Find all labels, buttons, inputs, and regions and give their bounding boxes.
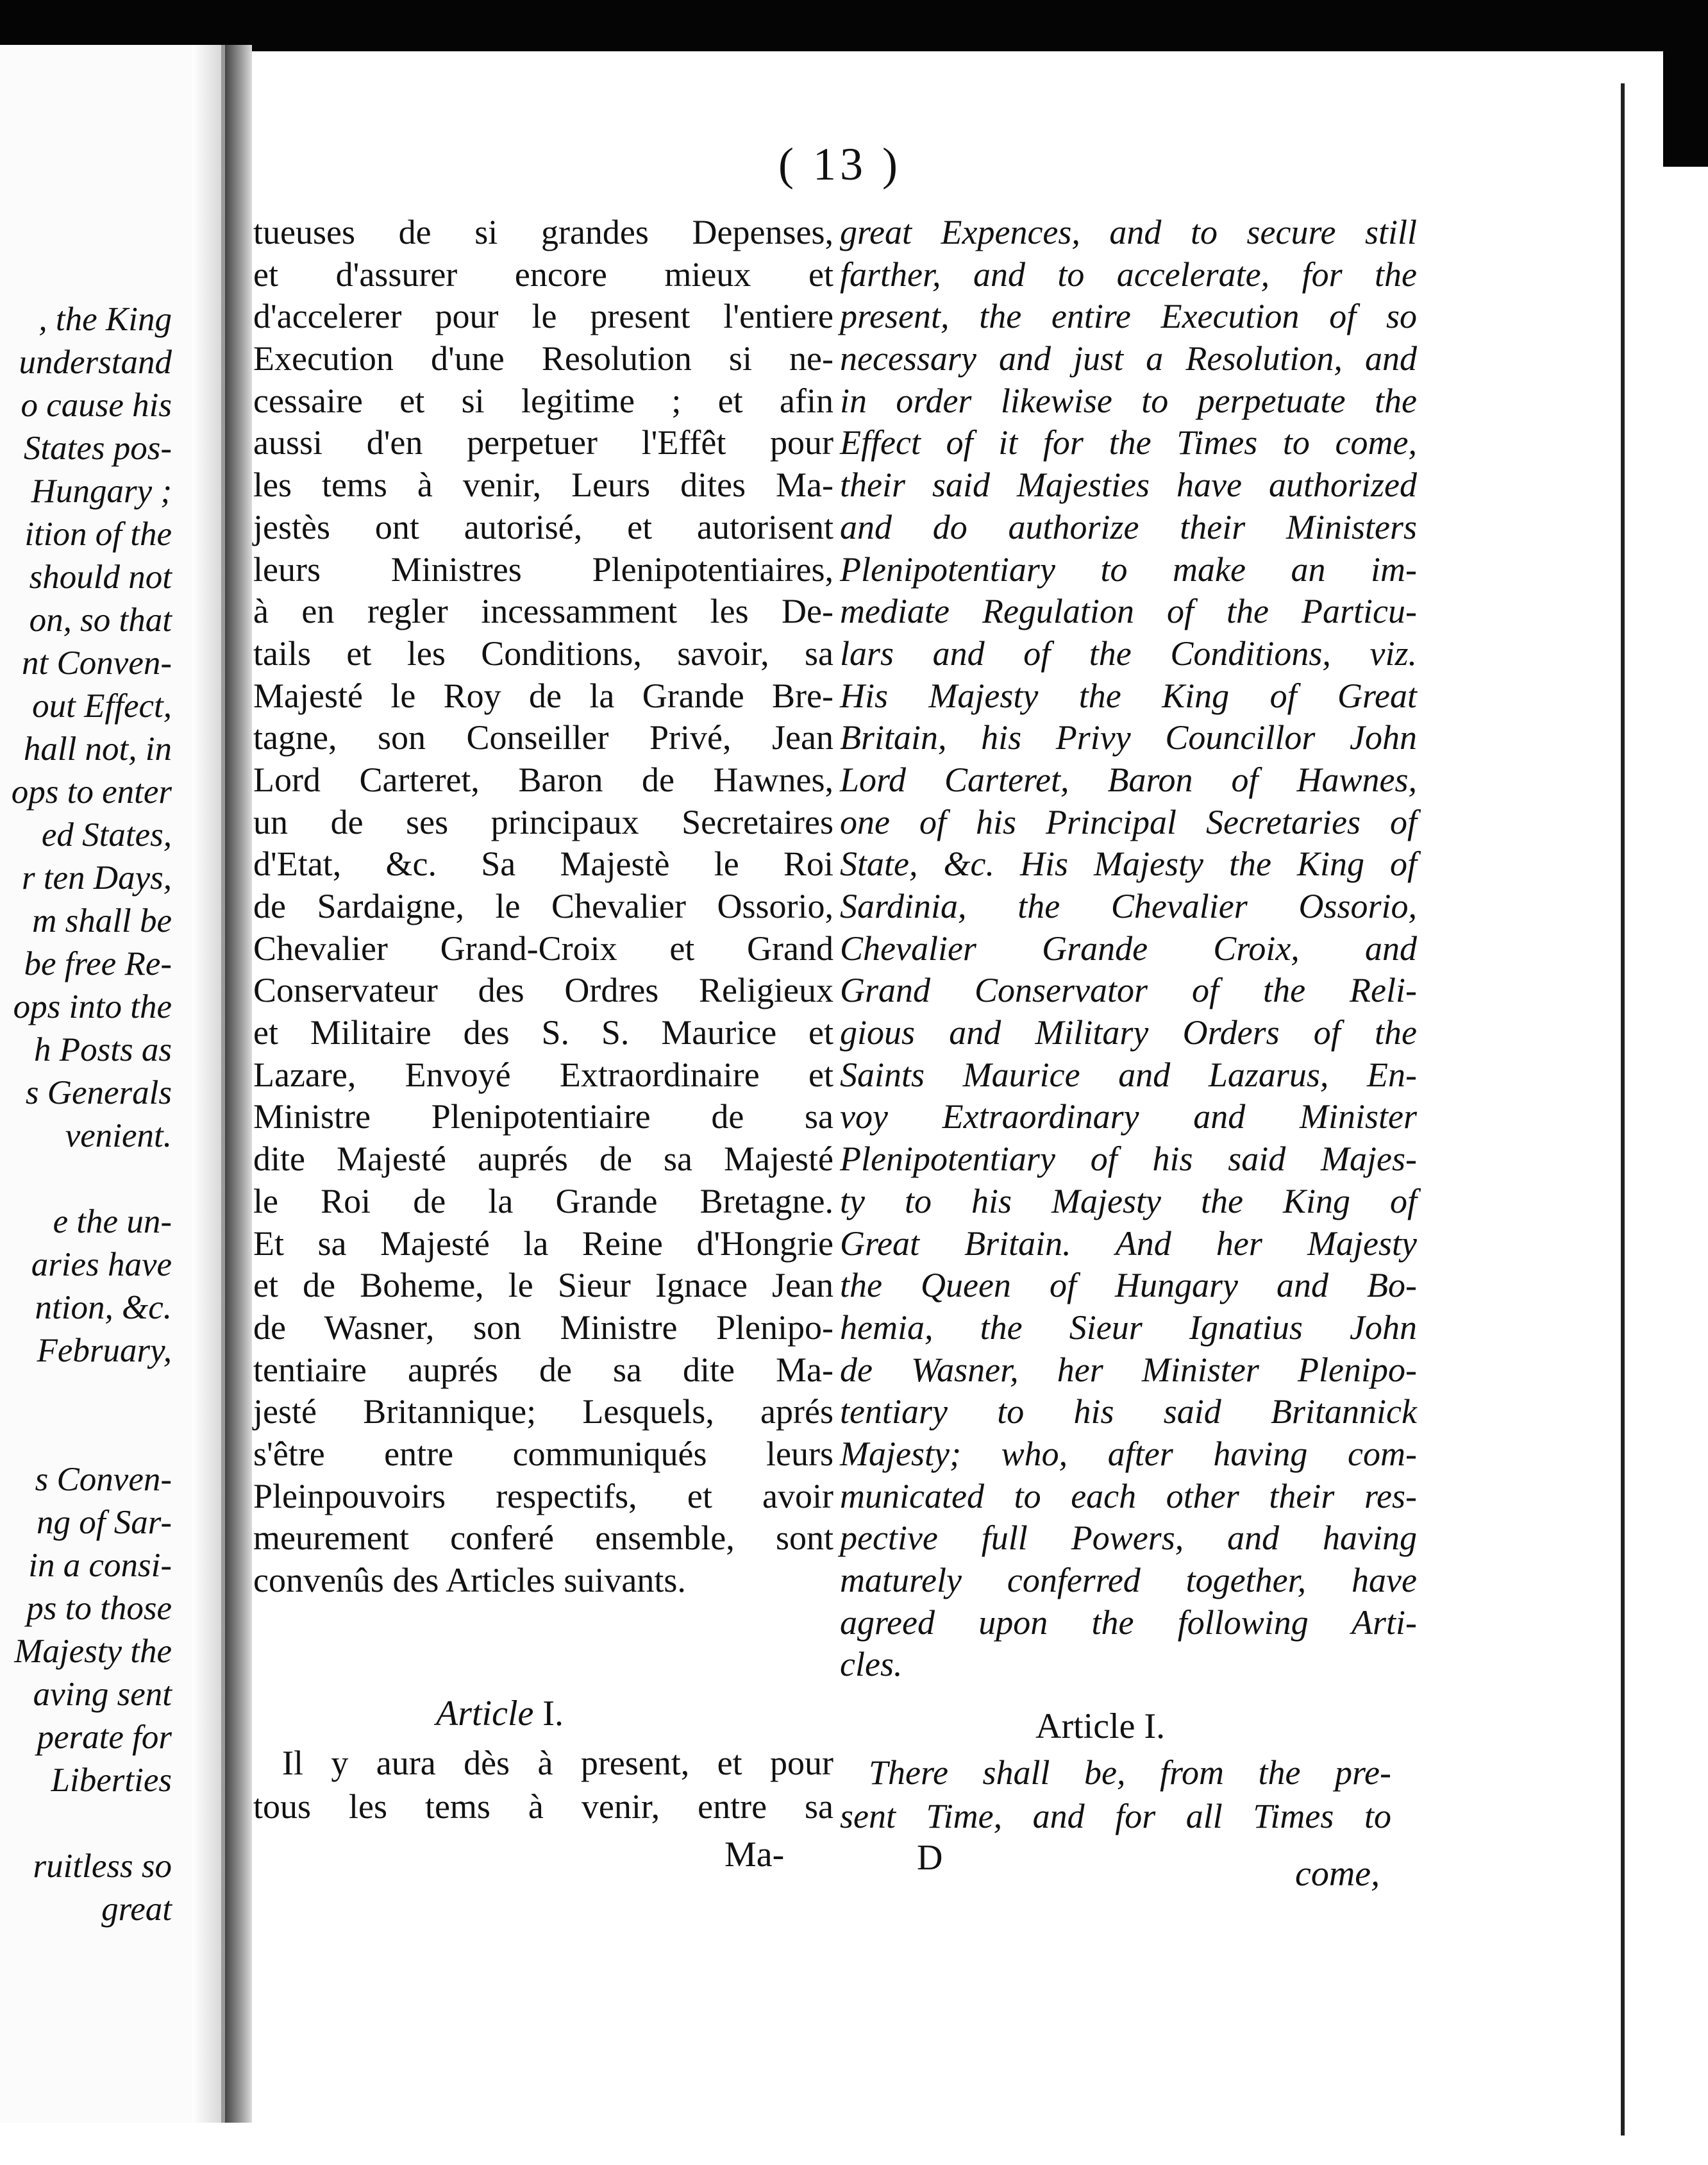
left-page-fragment: aries have [31,1246,172,1283]
english-text-line: in order likewise to perpetuate the [840,381,1417,420]
french-article-line: Il y aura dès à present, et pour [282,1744,833,1782]
french-text-line: tentiaire auprés de sa dite Ma- [253,1350,833,1389]
left-page-fragment: s Generals [25,1074,172,1111]
english-text-line: hemia, the Sieur Ignatius John [840,1308,1417,1347]
left-page-fragment: ops to enter [11,773,172,811]
french-text-line: Et sa Majesté la Reine d'Hongrie [253,1224,833,1263]
left-page-fragment [0,1415,172,1458]
left-page-edge [0,45,225,2123]
english-text-line: State, &c. His Majesty the King of [840,845,1417,884]
french-article-number: I. [542,1694,564,1733]
left-page-fragment: great [101,1891,172,1928]
french-text-line: d'Etat, &c. Sa Majestè le Roi [253,845,833,884]
left-page-fragment: s Conven- [35,1461,172,1498]
english-text-line: agreed upon the following Arti- [840,1603,1417,1642]
left-page-fragment: o cause his [21,387,172,424]
english-text-line: ty to his Majesty the King of [840,1181,1417,1220]
french-text-line: s'être entre communiqués leurs [253,1434,833,1473]
left-page-fragment: ps to those [26,1590,172,1627]
book-gutter [225,45,252,2123]
left-page-text [0,298,172,1931]
english-text-line: Effect of it for the Times to come, [840,423,1417,462]
french-column [253,212,833,1602]
english-text-line: municated to each other their res- [840,1476,1417,1515]
left-page-fragment: hall not, in [23,730,172,768]
english-text-line: great Expences, and to secure still [840,213,1417,251]
french-text-line: le Roi de la Grande Bretagne. [253,1181,833,1220]
left-page-fragment [0,1372,172,1415]
english-text-line: one of his Principal Secretaries of [840,802,1417,841]
french-article-text [253,1741,833,1828]
left-page-fragment: r ten Days, [21,859,172,897]
left-page-fragment: out Effect, [32,687,172,725]
left-page-fragment: e the un- [53,1203,172,1240]
french-text-line: Lazare, Envoyé Extraordinaire et [253,1055,833,1094]
french-article-heading [436,1693,564,1734]
left-page-fragment: February, [37,1332,172,1369]
french-text-line: de Sardaigne, le Chevalier Ossorio, [253,887,833,925]
scan-right-border [1663,0,1708,167]
french-text-line: Majesté le Roy de la Grande Bre- [253,676,833,715]
left-page-fragment: ng of Sar- [37,1504,172,1541]
english-text-line: cles. [840,1645,903,1684]
french-text-line: et de Boheme, le Sieur Ignace Jean [253,1266,833,1305]
left-page-fragment: on, so that [29,602,172,639]
french-text-line: dite Majesté auprés de sa Majesté [253,1140,833,1179]
english-text-line: lars and of the Conditions, viz. [840,634,1417,673]
french-text-line: Pleinpouvoirs respectifs, et avoir [253,1476,833,1515]
french-text-line: tails et les Conditions, savoir, sa [253,634,833,673]
french-article-word: Article [436,1694,534,1733]
english-text-line: His Majesty the King of Great [840,676,1417,715]
english-text-line: the Queen of Hungary and Bo- [840,1266,1417,1305]
english-text-line: Lord Carteret, Baron of Hawnes, [840,760,1417,799]
left-page-fragment: aving sent [33,1676,172,1713]
english-column [840,212,1417,1686]
french-text-line: Execution d'une Resolution si ne- [253,339,833,378]
french-text-line: jestès ont autorisé, et autorisent [253,507,833,546]
page-number: ( 13 ) [778,139,901,190]
french-text-line: tagne, son Conseiller Privé, Jean [253,718,833,757]
french-text-line: tueuses de si grandes Depenses, [253,213,833,251]
french-text-line: aussi d'en perpetuer l'Effêt pour [253,423,833,462]
left-page-fragment: be free Re- [24,945,172,982]
scan-top-border [0,0,1708,51]
signature-mark: D [917,1838,943,1878]
left-page-fragment: m shall be [32,902,172,939]
english-text-line: Great Britain. And her Majesty [840,1224,1417,1263]
english-text-line: Chevalier Grande Croix, and [840,929,1417,968]
french-text-line: cessaire et si legitime ; et afin [253,381,833,420]
english-article-line: sent Time, and for all Times to [840,1797,1391,1835]
english-text-line: Plenipotentiary of his said Majes- [840,1140,1417,1179]
page-right-edge [1621,83,1625,2136]
english-text-line: Saints Maurice and Lazarus, En- [840,1055,1417,1094]
french-text-line: Chevalier Grand-Croix et Grand [253,929,833,968]
left-page-fragment [0,1158,172,1200]
english-text-line: mediate Regulation of the Particu- [840,592,1417,631]
english-article-line: There shall be, from the pre- [869,1753,1391,1792]
left-page-fragment [0,1802,172,1845]
english-text-line: Grand Conservator of the Reli- [840,971,1417,1010]
left-page-fragment: Hungary ; [31,473,172,510]
french-text-line: meurement conferé ensemble, sont [253,1519,833,1558]
english-text-line: de Wasner, her Minister Plenipo- [840,1350,1417,1389]
english-text-line: Majesty; who, after having com- [840,1434,1417,1473]
french-text-line: convenûs des Articles suivants. [253,1561,686,1599]
french-text-line: Lord Carteret, Baron de Hawnes, [253,760,833,799]
french-text-line: jesté Britannique; Lesquels, aprés [253,1392,833,1431]
left-page-fragment: ntion, &c. [35,1289,172,1326]
french-text-line: un de ses principaux Secretaires [253,802,833,841]
english-text-line: maturely conferred together, have [840,1561,1417,1599]
left-page-fragment: in a consi- [28,1547,172,1584]
english-text-line: gious and Military Orders of the [840,1013,1417,1052]
english-text-line: necessary and just a Resolution, and [840,339,1417,378]
english-text-line: their said Majesties have authorized [840,466,1417,505]
english-text-line: Plenipotentiary to make an im- [840,550,1417,589]
left-page-fragment: Majesty the [14,1633,172,1670]
english-article-heading: Article I. [1035,1706,1166,1746]
left-page-fragment: Liberties [51,1762,172,1799]
french-text-line: à en regler incessamment les De- [253,592,833,631]
english-text-line: farther, and to accelerate, for the [840,255,1417,294]
left-page-fragment: , the King [38,301,172,338]
english-catchword: come, [1295,1854,1380,1894]
french-text-line: et Militaire des S. S. Maurice et [253,1013,833,1052]
left-page-fragment: States pos- [23,430,172,467]
french-text-line: de Wasner, son Ministre Plenipo- [253,1308,833,1347]
french-text-line: et d'assurer encore mieux et [253,255,833,294]
left-page-fragment: nt Conven- [21,644,172,682]
french-text-line: d'accelerer pour le present l'entiere [253,297,833,336]
left-page-fragment: understand [19,344,172,381]
left-page-fragment: ed States, [41,816,172,854]
french-text-line: Ministre Plenipotentiaire de sa [253,1097,833,1136]
french-article-line: tous les tems à venir, entre sa [253,1787,833,1826]
left-page-fragment: perate for [37,1719,172,1756]
left-page-fragment: ruitless so [33,1848,172,1885]
english-article-text [840,1751,1391,1838]
left-page-fragment: ition of the [24,516,172,553]
french-text-line: Conservateur des Ordres Religieux [253,971,833,1010]
french-catchword: Ma- [724,1835,785,1874]
english-text-line: Britain, his Privy Councillor John [840,718,1417,757]
left-page-fragment: ops into the [13,988,172,1025]
english-text-line: pective full Powers, and having [840,1519,1417,1558]
french-text-line: leurs Ministres Plenipotentiaires, [253,550,833,589]
left-page-fragment: venient. [65,1117,172,1154]
english-text-line: tentiary to his said Britannick [840,1392,1417,1431]
english-text-line: Sardinia, the Chevalier Ossorio, [840,887,1417,925]
left-page-fragment: h Posts as [34,1031,172,1068]
english-text-line: voy Extraordinary and Minister [840,1097,1417,1136]
left-page-fragment: should not [29,559,172,596]
french-text-line: les tems à venir, Leurs dites Ma- [253,466,833,505]
english-text-line: and do authorize their Ministers [840,507,1417,546]
english-text-line: present, the entire Execution of so [840,297,1417,336]
